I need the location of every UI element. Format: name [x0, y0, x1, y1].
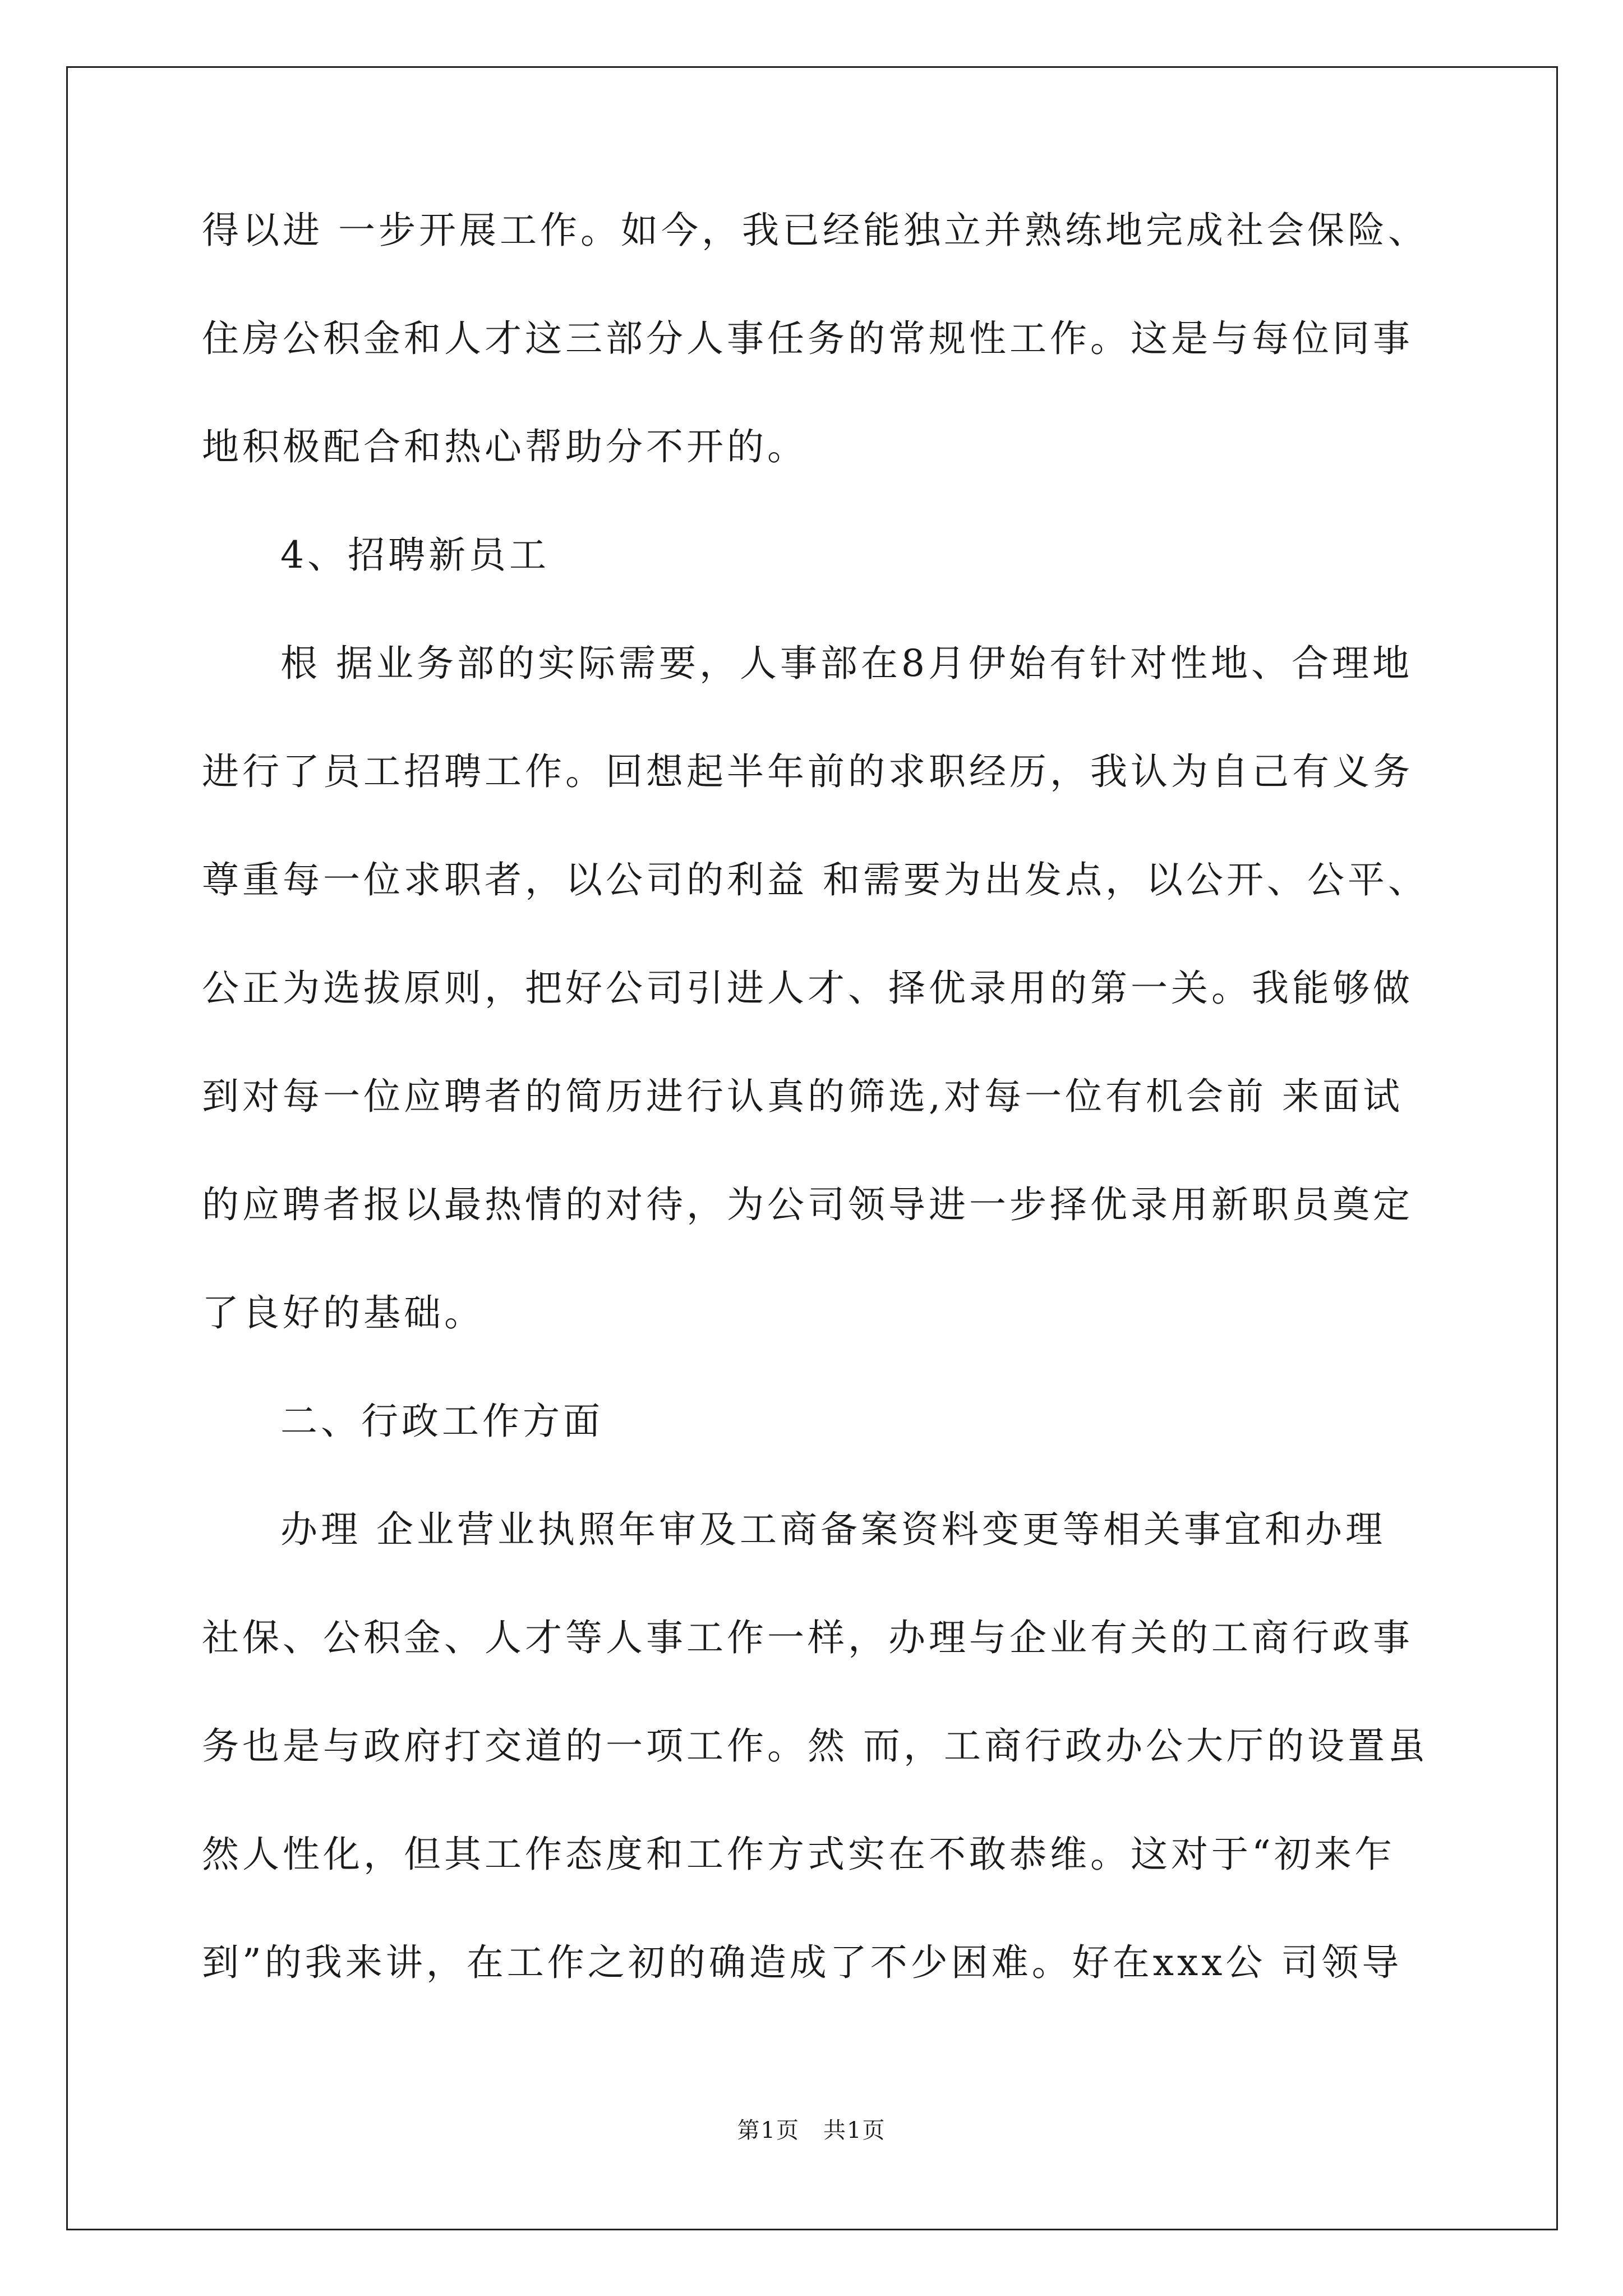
text-line: 办理 企业营业执照年审及工商备案资料变更等相关事宜和办理 — [280, 1508, 1386, 1551]
text-line: 到对每一位应聘者的简历进行认真的筛选,对每一位有机会前 来面试 — [202, 1075, 1403, 1118]
section-heading: 4、招聘新员工 — [280, 533, 550, 577]
text-line: 然人性化，但其工作态度和工作方式实在不敢恭维。这对于“初来乍 — [202, 1833, 1395, 1876]
text-line: 公正为选拔原则，把好公司引进人才、择优录用的第一关。我能够做 — [202, 967, 1413, 1010]
text-line: 进行了员工招聘工作。回想起半年前的求职经历，我认为自己有义务 — [202, 750, 1413, 793]
section-heading: 二、行政工作方面 — [280, 1400, 603, 1443]
text-line: 了良好的基础。 — [202, 1291, 485, 1335]
page-number-footer: 第1页 共1页 — [737, 2118, 886, 2143]
text-line: 地积极配合和热心帮助分不开的。 — [202, 425, 808, 468]
text-line: 住房公积金和人才这三部分人事任务的常规性工作。这是与每位同事 — [202, 317, 1413, 360]
text-line: 尊重每一位求职者，以公司的利益 和需要为出发点，以公开、公平、 — [202, 858, 1428, 901]
text-line: 务也是与政府打交道的一项工作。然 而，工商行政办公大厅的设置虽 — [202, 1724, 1428, 1768]
text-line: 得以进 一步开展工作。如今，我已经能独立并熟练地完成社会保险、 — [202, 209, 1428, 252]
text-line: 的应聘者报以最热情的对待，为公司领导进一步择优录用新职员奠定 — [202, 1183, 1413, 1226]
text-line: 到”的我来讲，在工作之初的确造成了不少困难。好在xxx公 司领导 — [202, 1941, 1403, 1984]
text-line: 社保、公积金、人才等人事工作一样，办理与企业有关的工商行政事 — [202, 1616, 1413, 1659]
page-border — [66, 66, 1558, 2230]
text-line: 根 据业务部的实际需要，人事部在8月伊始有针对性地、合理地 — [280, 642, 1413, 685]
